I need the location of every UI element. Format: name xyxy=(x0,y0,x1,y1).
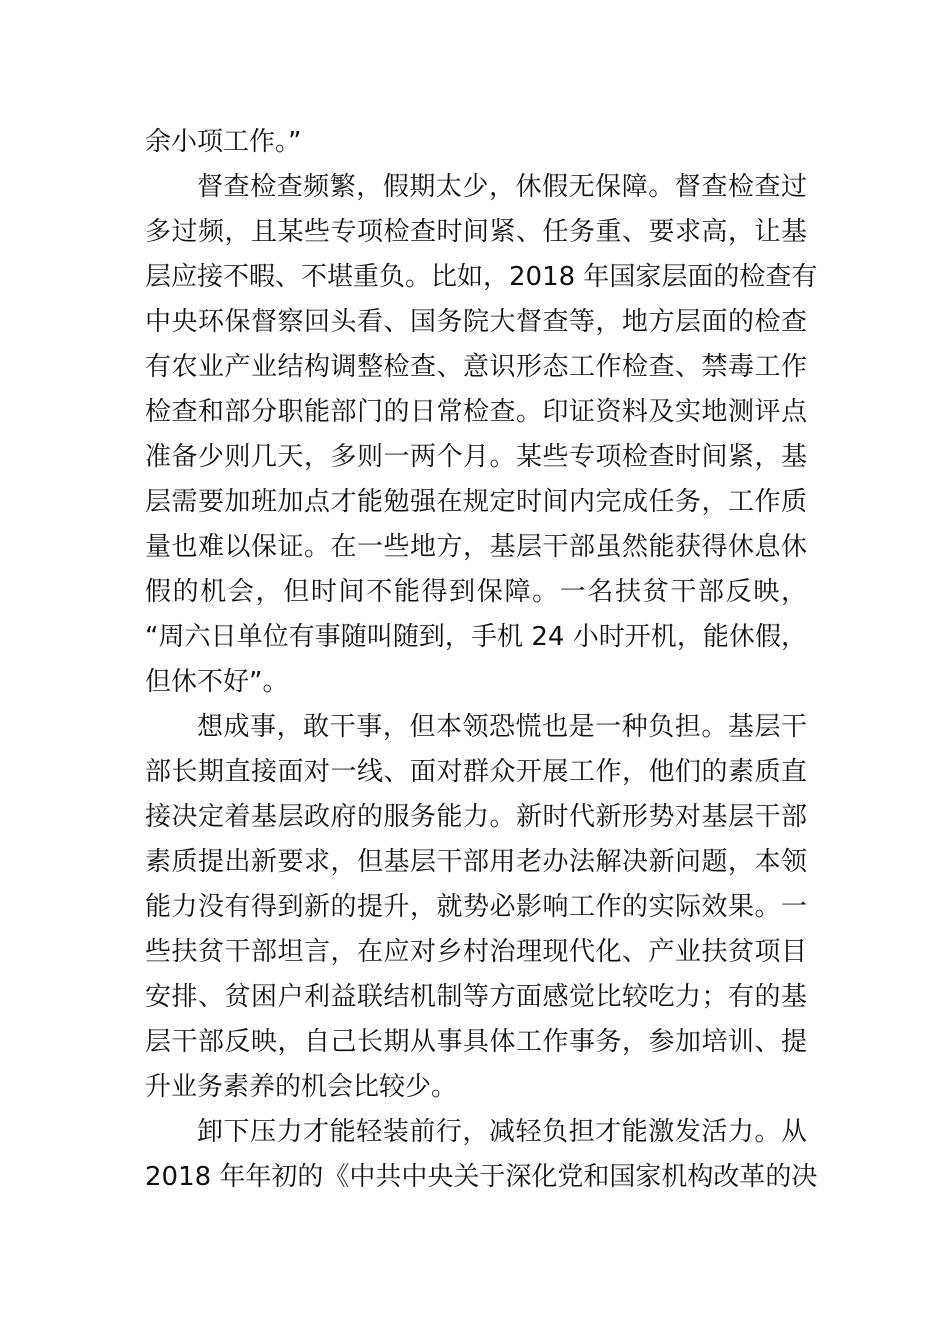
text-line: 2018 年年初的《中共中央关于深化党和国家机构改革的决 xyxy=(145,1162,818,1192)
paragraph-2 xyxy=(145,165,818,705)
paragraph-4 xyxy=(145,1110,818,1200)
text-line: 多过频，且某些专项检查时间紧、任务重、要求高，让基 xyxy=(145,217,807,247)
paragraph-3 xyxy=(145,705,807,1110)
text-line: 层需要加班加点才能勉强在规定时间内完成任务，工作质 xyxy=(145,487,807,517)
text-line: 安排、贫困户利益联结机制等方面感觉比较吃力；有的基 xyxy=(145,982,807,1012)
text-line: 素质提出新要求，但基层干部用老办法解决新问题，本领 xyxy=(145,847,807,877)
text-line: 有农业产业结构调整检查、意识形态工作检查、禁毒工作 xyxy=(145,352,807,382)
text-line: 量也难以保证。在一些地方，基层干部虽然能获得休息休 xyxy=(145,532,807,562)
text-line: 部长期直接面对一线、面对群众开展工作，他们的素质直 xyxy=(145,757,807,787)
text-line: 检查和部分职能部门的日常检查。印证资料及实地测评点 xyxy=(145,397,807,427)
paragraph-1 xyxy=(145,120,807,165)
text-line: 些扶贫干部坦言，在应对乡村治理现代化、产业扶贫项目 xyxy=(145,937,807,967)
text-line: 准备少则几天，多则一两个月。某些专项检查时间紧，基 xyxy=(145,442,807,472)
text-line: 余小项工作。” xyxy=(145,127,302,157)
body-text xyxy=(145,120,818,1200)
text-line: 能力没有得到新的提升，就势必影响工作的实际效果。一 xyxy=(145,892,807,922)
text-line: 卸下压力才能轻装前行，减轻负担才能激发活力。从 xyxy=(197,1117,807,1147)
text-line: 升业务素养的机会比较少。 xyxy=(145,1072,458,1102)
text-line: 层应接不暇、不堪重负。比如，2018 年国家层面的检查有 xyxy=(145,262,818,292)
text-line: 接决定着基层政府的服务能力。新时代新形势对基层干部 xyxy=(145,802,807,832)
text-line: 但休不好”。 xyxy=(145,667,289,697)
text-line: 督查检查频繁，假期太少，休假无保障。督查检查过 xyxy=(197,172,807,202)
text-line: “周六日单位有事随叫随到，手机 24 小时开机，能休假， xyxy=(145,622,807,652)
text-line: 层干部反映，自己长期从事具体工作事务，参加培训、提 xyxy=(145,1027,807,1057)
text-line: 中央环保督察回头看、国务院大督查等，地方层面的检查 xyxy=(145,307,807,337)
text-line: 假的机会，但时间不能得到保障。一名扶贫干部反映， xyxy=(145,577,807,607)
text-line: 想成事，敢干事，但本领恐慌也是一种负担。基层干 xyxy=(197,712,807,742)
